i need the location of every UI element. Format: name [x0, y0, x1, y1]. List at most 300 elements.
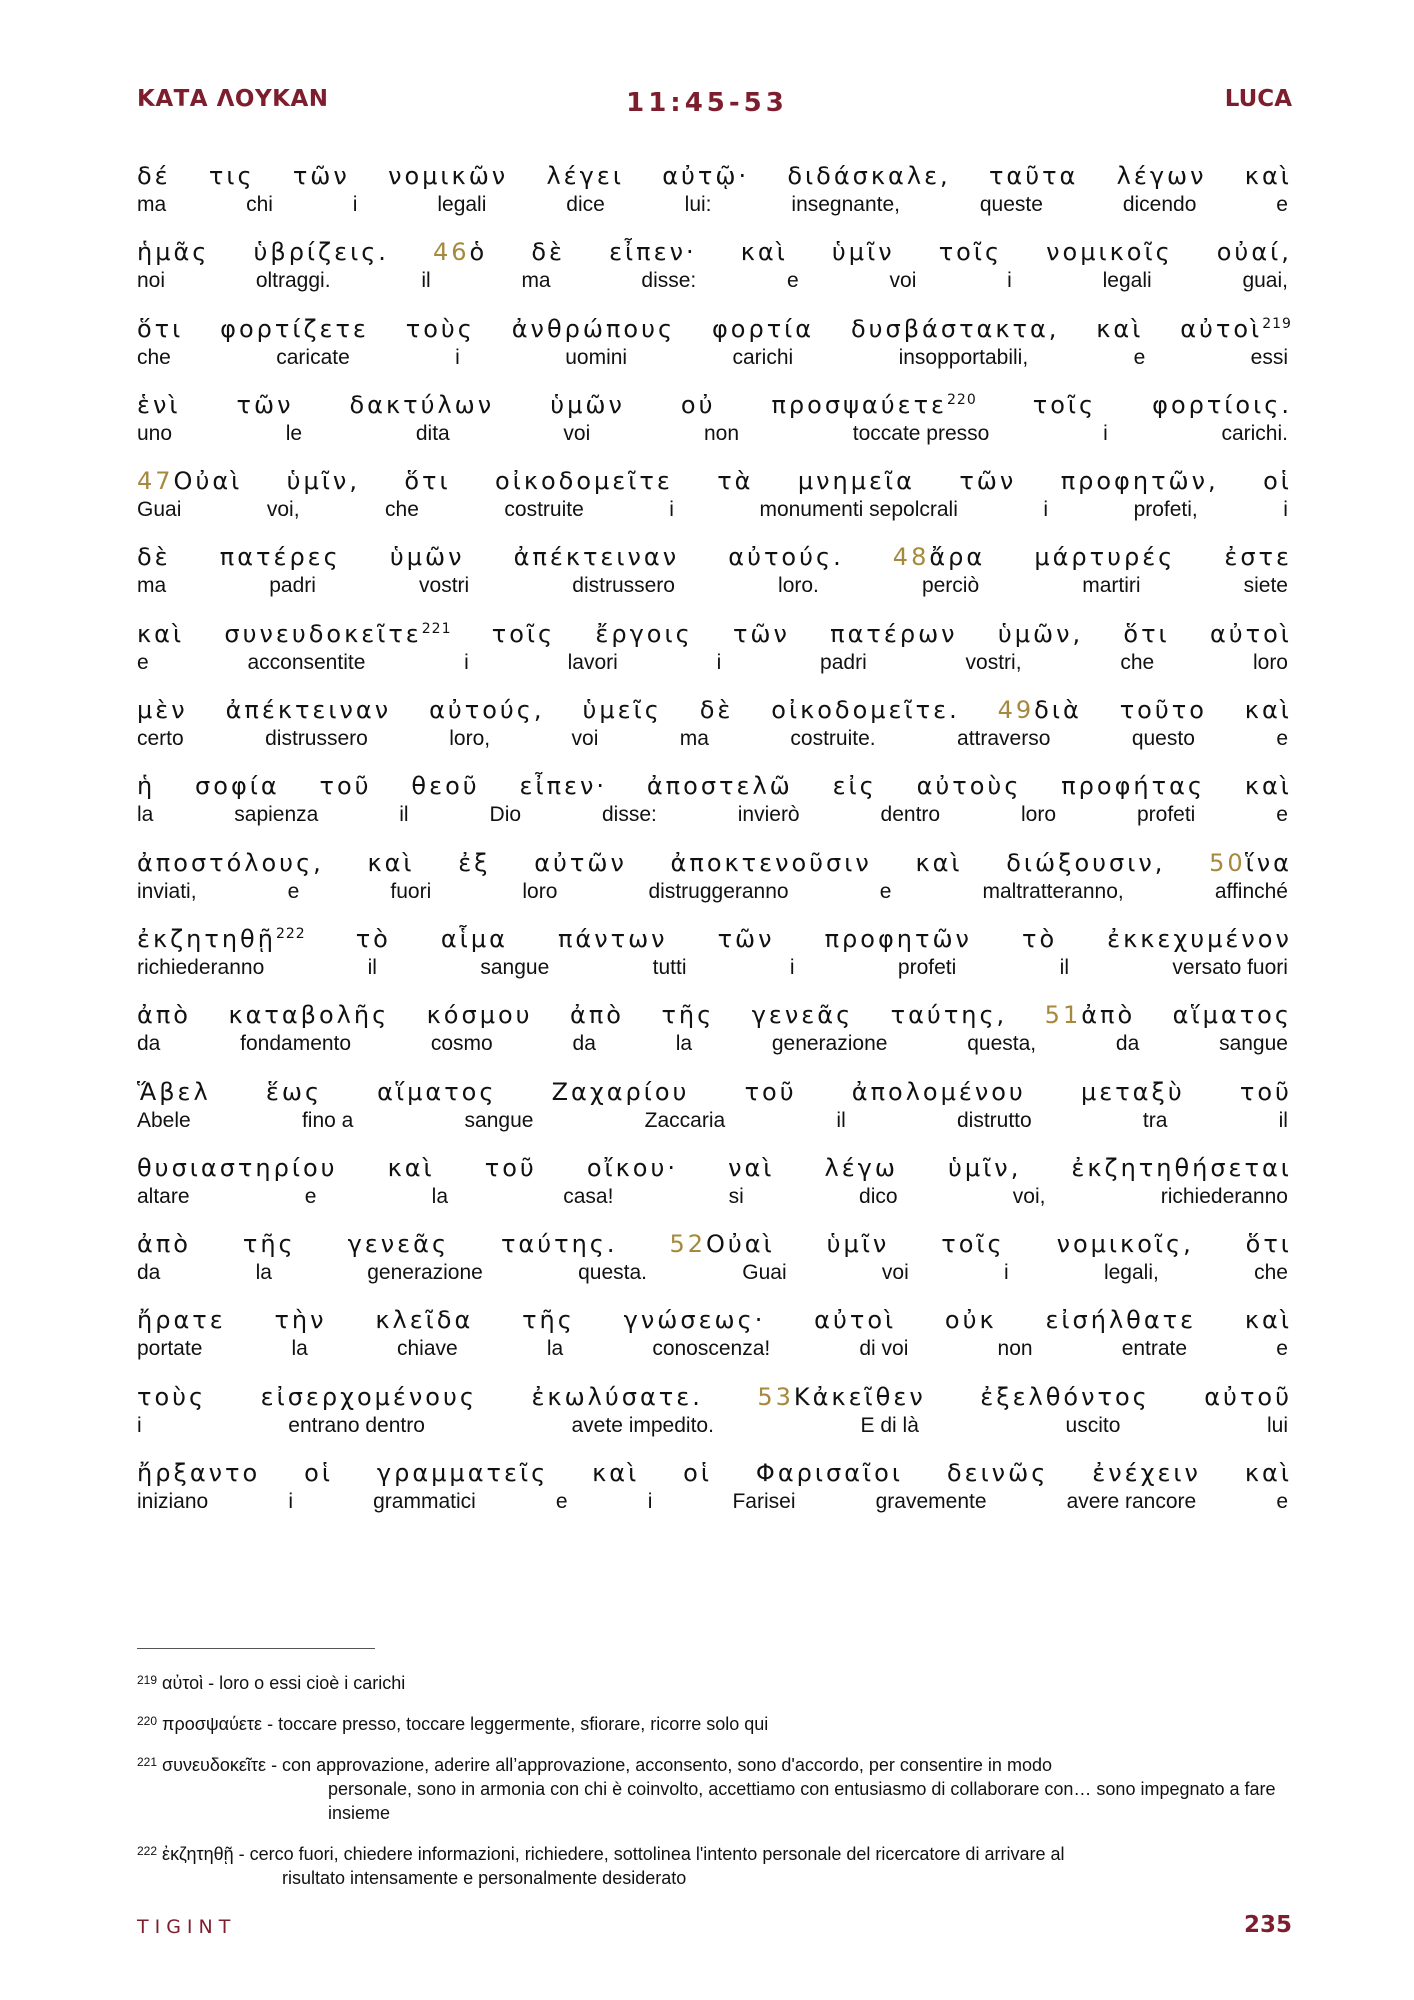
- greek-word: [195, 770, 280, 802]
- italian-gloss-line: [137, 1489, 1292, 1515]
- publisher-mark: TIGINT: [137, 1916, 237, 1938]
- greek-word: [832, 236, 895, 268]
- greek-word: [669, 1228, 774, 1260]
- greek-word-text: ἵνα: [1245, 848, 1292, 877]
- italian-gloss: avete impedito.: [571, 1413, 714, 1437]
- greek-word: [989, 160, 1078, 192]
- italian-gloss: richiederanno: [1160, 1184, 1288, 1208]
- greek-word-text: τὴν: [274, 1306, 327, 1335]
- greek-word: [852, 1076, 1026, 1108]
- greek-word: [349, 389, 494, 421]
- greek-word-text: οὐκ: [944, 1306, 997, 1335]
- greek-word-text: γνώσεως·: [623, 1306, 766, 1335]
- greek-word: [137, 1152, 338, 1184]
- interlinear-line: [137, 999, 1292, 1075]
- italian-gloss: voi: [881, 1261, 909, 1285]
- italian-gloss: casa!: [563, 1184, 614, 1208]
- greek-word-text: ὁ: [469, 238, 488, 267]
- interlinear-line: [137, 1304, 1292, 1380]
- interlinear-line: [137, 160, 1292, 236]
- greek-word-text: ἐκζητηθῇ: [137, 924, 276, 953]
- greek-word-text: φορτία: [711, 314, 815, 343]
- greek-word-text: ἐκωλύσατε.: [531, 1382, 703, 1411]
- italian-gloss: padri: [269, 574, 316, 598]
- greek-word: [1204, 1381, 1292, 1413]
- footnote-number: 221: [137, 1755, 158, 1769]
- italian-gloss: il: [367, 955, 377, 979]
- greek-word-text: ἑνὶ: [137, 390, 181, 419]
- greek-word-text: οἱ: [1263, 467, 1292, 496]
- greek-word: [226, 694, 392, 726]
- footnote-divider: [137, 1648, 375, 1649]
- greek-word-text: οἱ: [304, 1459, 333, 1488]
- greek-line: [137, 1304, 1292, 1336]
- interlinear-text: [137, 160, 1292, 1533]
- interlinear-line: [137, 389, 1292, 465]
- greek-line: [137, 694, 1292, 726]
- greek-word-text: καὶ: [1244, 1306, 1292, 1335]
- greek-word: [137, 236, 209, 268]
- greek-word: [959, 465, 1016, 497]
- italian-gloss-line: [137, 1031, 1292, 1057]
- greek-word: [1081, 1076, 1185, 1108]
- greek-word: [1006, 847, 1165, 879]
- greek-word-text: ταῦτα: [988, 162, 1079, 190]
- greek-word: [390, 541, 465, 573]
- greek-word-text: αὐτούς,: [429, 696, 545, 725]
- greek-word-text: οἰκοδομεῖτε.: [771, 696, 960, 725]
- greek-line: [137, 923, 1292, 955]
- greek-word: [1245, 1304, 1292, 1336]
- greek-word-text: καὶ: [387, 1153, 435, 1182]
- italian-gloss: entrano dentro: [288, 1413, 425, 1437]
- greek-word: [757, 1381, 925, 1413]
- greek-word: [1245, 160, 1292, 192]
- italian-gloss-line: [137, 1336, 1292, 1362]
- greek-line: [137, 1381, 1292, 1413]
- greek-word-text: ἀπέκτειναν: [513, 543, 680, 572]
- footnote-number: 222: [137, 1844, 158, 1858]
- italian-gloss: che: [1120, 650, 1155, 674]
- greek-word: [287, 465, 360, 497]
- greek-line: [137, 770, 1292, 802]
- interlinear-line: [137, 694, 1292, 770]
- greek-word-text: ἡμᾶς: [137, 238, 210, 267]
- greek-word-text: σοφία: [195, 772, 280, 801]
- footnote-text: - con approvazione, aderire all’approvazione, acconsento, sono d'accordo, per consentire in modo: [266, 1755, 1052, 1775]
- footnote-number: 220: [137, 1714, 158, 1728]
- italian-gloss: legali: [1102, 269, 1152, 293]
- greek-word: [980, 1381, 1150, 1413]
- italian-gloss: entrate: [1121, 1337, 1188, 1361]
- greek-word-text: καὶ: [1244, 1459, 1292, 1488]
- greek-line: [137, 389, 1292, 421]
- greek-word: [891, 999, 1008, 1031]
- italian-gloss: carichi: [732, 345, 794, 369]
- footnote-ref[interactable]: 221: [421, 620, 452, 637]
- footnote-term: αὐτοὶ: [162, 1673, 204, 1693]
- greek-word: [274, 1304, 326, 1336]
- greek-word: [534, 847, 627, 879]
- greek-word-text: εἰσήλθατε: [1045, 1306, 1197, 1335]
- verse-number: 51: [1044, 1001, 1082, 1030]
- greek-word: [741, 236, 788, 268]
- greek-word-text: γενεᾶς: [347, 1230, 450, 1259]
- greek-word: [752, 999, 853, 1031]
- greek-word-text: τῶν: [959, 467, 1017, 496]
- greek-word-text: ἀποκτενοῦσιν: [670, 848, 872, 877]
- greek-word: [939, 236, 1002, 268]
- italian-gloss: i: [1043, 498, 1049, 522]
- italian-gloss-line: [137, 1184, 1292, 1210]
- italian-gloss: costruite: [504, 498, 584, 522]
- greek-word: [137, 389, 181, 421]
- italian-gloss: affinché: [1214, 879, 1288, 903]
- greek-word-text: ἀπέκτειναν: [225, 696, 392, 725]
- greek-word-text: ὑμῖν,: [948, 1153, 1022, 1182]
- greek-word: [320, 770, 372, 802]
- greek-word-text: τοὺς: [405, 314, 475, 343]
- italian-gloss: tra: [1142, 1108, 1168, 1132]
- greek-word-text: μὲν: [137, 696, 188, 725]
- italian-gloss: i: [1004, 1261, 1009, 1285]
- greek-word-text: διδάσκαλε,: [787, 162, 951, 190]
- greek-word: [552, 1076, 690, 1108]
- greek-word: [1061, 770, 1205, 802]
- greek-word: [893, 541, 985, 573]
- italian-gloss: iniziano: [137, 1490, 209, 1514]
- italian-gloss: e: [287, 879, 300, 903]
- greek-word-text: οὐ: [680, 390, 716, 419]
- greek-word-text: δεινῶς: [946, 1459, 1049, 1488]
- italian-gloss-line: [137, 1108, 1292, 1134]
- italian-gloss-line: [137, 497, 1292, 523]
- italian-gloss: il: [836, 1108, 846, 1132]
- italian-gloss: voi,: [266, 498, 300, 522]
- italian-gloss: e: [1276, 1337, 1288, 1361]
- footnote-ref[interactable]: 222: [275, 925, 306, 942]
- greek-word-text: διώξουσιν,: [1006, 848, 1166, 877]
- greek-word-text: γενεᾶς: [751, 1001, 854, 1030]
- greek-word: [411, 770, 479, 802]
- italian-gloss-line: [137, 1260, 1292, 1286]
- greek-word-text: τοῦ: [744, 1077, 797, 1106]
- greek-word: [1057, 1228, 1194, 1260]
- greek-word-text: νομικῶν: [388, 162, 509, 190]
- italian-gloss: il: [1278, 1108, 1288, 1132]
- italian-gloss: martiri: [1082, 574, 1141, 598]
- italian-gloss: non: [704, 421, 740, 445]
- greek-word: [998, 618, 1083, 650]
- greek-word: [1045, 1304, 1196, 1336]
- italian-gloss-line: [137, 955, 1292, 981]
- greek-word: [681, 389, 716, 421]
- greek-word: [137, 694, 188, 726]
- italian-gloss: il: [421, 269, 431, 293]
- greek-word-text: διὰ: [1034, 696, 1082, 725]
- footnote-continuation: personale, sono in armonia con chi è coinvolto, accettiamo con entusiasmo di collaborare con… sono impegnato a fare insieme: [328, 1779, 1276, 1823]
- greek-word: [1045, 999, 1136, 1031]
- greek-word: [851, 313, 1059, 345]
- footnote-term: ἐκζητηθῇ: [162, 1844, 234, 1864]
- greek-word: [728, 541, 843, 573]
- greek-word-text: οἴκου·: [586, 1153, 678, 1182]
- greek-word-text: κλεῖδα: [375, 1306, 474, 1335]
- greek-word: [1210, 618, 1292, 650]
- verse-number: 48: [892, 543, 930, 572]
- greek-word-text: τις: [208, 162, 255, 190]
- greek-word: [814, 1304, 896, 1336]
- greek-word-text: ἀπὸ: [137, 1230, 191, 1259]
- italian-gloss: distrutto: [956, 1108, 1032, 1132]
- greek-word: [224, 618, 451, 650]
- italian-gloss: profeti: [897, 955, 957, 979]
- italian-gloss: dice: [566, 193, 605, 216]
- interlinear-line: [137, 1381, 1292, 1457]
- greek-word-text: ὑμεῖς: [582, 696, 662, 725]
- greek-word-text: πατέρων: [830, 619, 958, 648]
- italian-gloss: E di là: [860, 1413, 919, 1437]
- italian-gloss: di voi: [859, 1337, 909, 1361]
- greek-word: [261, 1381, 477, 1413]
- footnotes: [137, 1668, 1297, 1904]
- greek-word: [266, 1076, 322, 1108]
- greek-word: [137, 923, 306, 955]
- interlinear-line: [137, 847, 1292, 923]
- greek-word: [595, 618, 692, 650]
- greek-word: [137, 1076, 211, 1108]
- italian-gloss-line: [137, 650, 1292, 676]
- footnote-ref[interactable]: 219: [1262, 315, 1292, 332]
- italian-gloss: il: [1059, 955, 1070, 979]
- italian-gloss: sangue: [480, 955, 550, 979]
- greek-word-text: εἰς: [832, 772, 877, 801]
- interlinear-line: [137, 618, 1292, 694]
- greek-word-text: τῶν: [717, 924, 775, 953]
- italian-gloss: i: [1283, 498, 1288, 522]
- italian-gloss: dita: [415, 421, 450, 445]
- italian-gloss: e: [787, 269, 799, 293]
- italian-gloss: questa,: [967, 1032, 1037, 1056]
- greek-word-text: ὑμῖν,: [286, 467, 360, 496]
- greek-word: [947, 1457, 1048, 1489]
- greek-word: [1096, 313, 1143, 345]
- greek-word-text: ὅτι: [404, 467, 451, 496]
- italian-gloss-line: [137, 268, 1292, 294]
- italian-gloss: noi: [137, 269, 166, 293]
- italian-gloss: cosmo: [430, 1032, 493, 1056]
- italian-gloss: voi,: [1012, 1184, 1046, 1208]
- greek-word-text: ἐκζητηθήσεται: [1071, 1153, 1292, 1182]
- greek-line: [137, 1228, 1292, 1260]
- italian-gloss: profeti: [1136, 803, 1196, 827]
- greek-word-text: ἀποστόλους,: [137, 848, 324, 877]
- greek-word-text: πατέρες: [219, 543, 341, 572]
- italian-gloss: tutti: [652, 955, 687, 979]
- greek-word: [429, 694, 544, 726]
- footnote-term: συνευδοκεῖτε: [162, 1755, 267, 1775]
- italian-gloss: vostri: [419, 574, 470, 598]
- greek-word-text: αἵματος: [377, 1077, 497, 1106]
- greek-word-text: ἡ: [137, 772, 156, 801]
- page-number: 235: [1243, 1912, 1292, 1938]
- greek-word: [1173, 999, 1292, 1031]
- footnote: [137, 1668, 1297, 1695]
- book-title-greek: ΚΑΤΑ ΛΟΥΚΑΝ: [137, 86, 329, 112]
- italian-gloss: avere rancore: [1066, 1490, 1197, 1514]
- italian-gloss: la: [255, 1261, 272, 1285]
- italian-gloss: voi: [563, 421, 591, 445]
- greek-word-text: ταύτης.: [500, 1230, 618, 1259]
- greek-word: [1209, 847, 1292, 879]
- italian-gloss: monumenti sepolcrali: [759, 498, 958, 522]
- greek-line: [137, 1152, 1292, 1184]
- footnote: [137, 1839, 1297, 1890]
- italian-gloss: questo: [1131, 727, 1195, 751]
- greek-word-text: τοῦ: [484, 1153, 537, 1182]
- greek-word: [683, 1457, 712, 1489]
- italian-gloss-line: [137, 345, 1292, 371]
- italian-gloss: versato fuori: [1172, 955, 1288, 979]
- greek-word: [824, 1152, 897, 1184]
- italian-gloss: perciò: [921, 574, 980, 598]
- italian-gloss-line: [137, 573, 1292, 599]
- italian-gloss: richiederanno: [137, 955, 265, 979]
- greek-word-text: ἤρατε: [137, 1306, 226, 1335]
- italian-gloss: maltratteranno,: [982, 879, 1124, 903]
- italian-gloss: uomini: [565, 345, 628, 369]
- italian-gloss: la: [546, 1337, 564, 1361]
- greek-word: [137, 313, 183, 345]
- greek-word-text: προφήτας: [1061, 772, 1205, 801]
- italian-gloss: ma: [521, 269, 551, 293]
- greek-word: [1107, 923, 1292, 955]
- greek-word-text: ἐκκεχυμένον: [1107, 924, 1292, 953]
- greek-word-text: αἵματος: [1172, 1001, 1292, 1030]
- italian-gloss: essi: [1250, 345, 1288, 369]
- italian-gloss: distrussero: [572, 574, 675, 598]
- greek-word: [1022, 923, 1057, 955]
- greek-word: [253, 236, 388, 268]
- greek-word: [718, 923, 775, 955]
- greek-word-text: προσψαύετε: [771, 390, 947, 419]
- italian-gloss: i: [647, 1490, 653, 1514]
- greek-word-text: ὑμῶν: [550, 390, 625, 419]
- italian-gloss: invierò: [737, 803, 800, 827]
- italian-gloss: e: [1133, 345, 1146, 369]
- chapter-verse-reference: 11:45-53: [626, 88, 788, 118]
- interlinear-line: [137, 236, 1292, 312]
- greek-word-text: φορτίοις.: [1152, 390, 1292, 419]
- greek-word-text: δακτύλων: [349, 390, 495, 419]
- greek-word: [209, 160, 255, 192]
- italian-gloss: Guai: [742, 1261, 787, 1285]
- greek-word: [137, 1228, 191, 1260]
- greek-word: [1245, 770, 1292, 802]
- italian-gloss-line: [137, 726, 1292, 752]
- footnote-ref[interactable]: 220: [947, 391, 977, 408]
- italian-gloss: sangue: [464, 1108, 534, 1132]
- greek-word-text: ταύτης,: [890, 1001, 1008, 1030]
- italian-gloss: da: [1115, 1032, 1140, 1056]
- greek-word: [825, 923, 972, 955]
- interlinear-line: [137, 1152, 1292, 1228]
- greek-word: [531, 1381, 702, 1413]
- italian-gloss: generazione: [771, 1032, 888, 1056]
- italian-gloss: loro,: [449, 727, 491, 751]
- greek-word-text: καταβολῆς: [228, 1001, 390, 1030]
- greek-word: [662, 160, 749, 192]
- greek-word: [671, 847, 872, 879]
- greek-word-text: ἀνθρώπους: [511, 314, 676, 343]
- greek-word: [917, 770, 1022, 802]
- italian-gloss: guai,: [1242, 269, 1288, 293]
- greek-line: [137, 847, 1292, 879]
- italian-gloss: i: [1007, 269, 1012, 293]
- greek-word: [609, 236, 697, 268]
- interlinear-line: [137, 923, 1292, 999]
- greek-word-text: ἀπὸ: [570, 1001, 624, 1030]
- greek-word-text: δὲ: [699, 696, 734, 725]
- greek-word: [771, 389, 976, 421]
- italian-gloss: attraverso: [957, 727, 1051, 751]
- greek-word-text: Κἀκεῖθεν: [793, 1382, 926, 1411]
- greek-word-text: καὶ: [1244, 696, 1292, 725]
- italian-gloss: Zaccaria: [644, 1108, 726, 1132]
- greek-word: [1246, 1228, 1292, 1260]
- greek-word: [1245, 694, 1292, 726]
- interlinear-line: [137, 1228, 1292, 1304]
- greek-word: [1152, 389, 1292, 421]
- italian-gloss: le: [285, 421, 303, 445]
- greek-word-text: τῆς: [661, 1001, 715, 1030]
- greek-word-text: αὐτοὶ: [814, 1306, 897, 1335]
- italian-gloss: caricate: [276, 345, 350, 369]
- italian-gloss: la: [291, 1337, 308, 1361]
- italian-gloss: oltraggi.: [255, 269, 331, 293]
- italian-gloss: chiave: [397, 1337, 458, 1361]
- greek-word-text: λέγει: [546, 162, 624, 190]
- footnote: [137, 1709, 1297, 1736]
- greek-word: [745, 1076, 797, 1108]
- verse-number: 53: [757, 1382, 794, 1411]
- italian-gloss: fino a: [301, 1108, 354, 1132]
- greek-word-text: δὲ: [137, 543, 171, 572]
- italian-gloss: fondamento: [240, 1032, 352, 1056]
- italian-gloss: padri: [820, 650, 867, 674]
- italian-gloss: acconsentite: [247, 650, 366, 674]
- greek-word: [137, 999, 191, 1031]
- italian-gloss: e: [137, 650, 149, 674]
- greek-word-text: εἶπεν·: [609, 238, 697, 267]
- greek-word: [827, 1228, 890, 1260]
- italian-gloss: conoscenza!: [652, 1337, 771, 1361]
- greek-word: [137, 618, 184, 650]
- greek-word: [228, 999, 389, 1031]
- greek-word: [293, 160, 350, 192]
- greek-word: [522, 1304, 575, 1336]
- greek-word-text: ὅτι: [1123, 619, 1170, 648]
- greek-word: [798, 465, 915, 497]
- italian-gloss: la: [431, 1184, 449, 1208]
- greek-word: [915, 847, 962, 879]
- greek-word: [1092, 1457, 1201, 1489]
- greek-word-text: τοὺς: [137, 1382, 207, 1411]
- greek-word: [406, 313, 475, 345]
- greek-word: [388, 1152, 435, 1184]
- greek-word-text: μάρτυρές: [1034, 543, 1176, 572]
- greek-word: [624, 1304, 766, 1336]
